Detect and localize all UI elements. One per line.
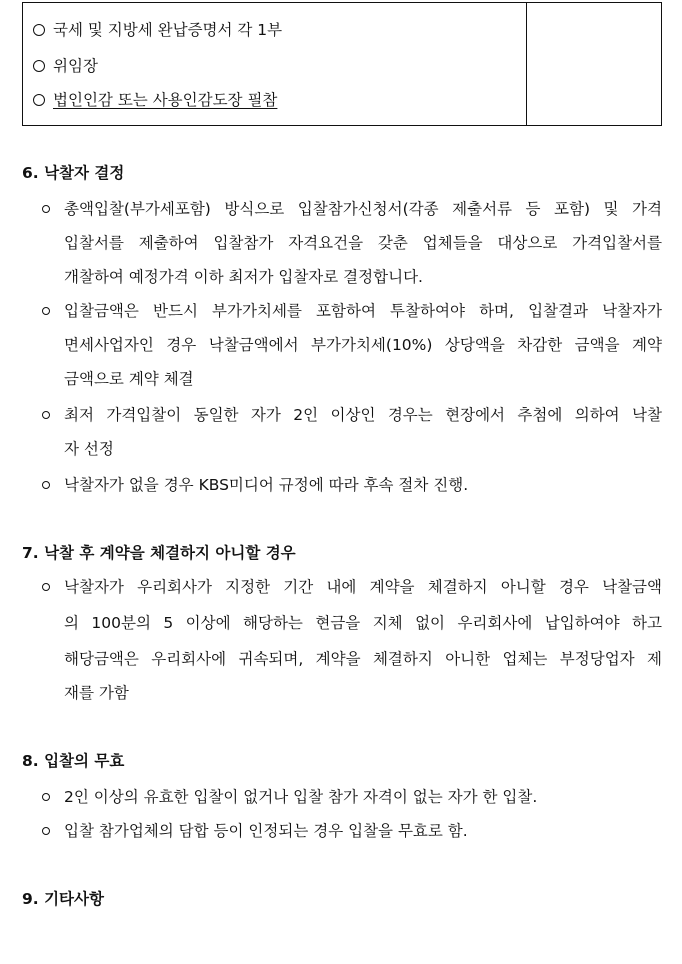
requirements-box <box>22 2 662 126</box>
requirement-item: 위임장 <box>33 55 98 77</box>
bullet-line: 의 100분의 5 이상에 해당하는 현금을 지체 없이 우리회사에 납입하여야 하고 <box>64 614 662 632</box>
bullet-dot-icon <box>42 827 50 835</box>
bullet-line: 최저 가격입찰이 동일한 자가 2인 이상인 경우는 현장에서 추첨에 의하여 낙찰 <box>64 406 662 424</box>
bullet-line: 낙찰자가 우리회사가 지정한 기간 내에 계약을 체결하지 아니할 경우 낙찰금액 <box>64 578 662 596</box>
bullet-line: 자 선정 <box>64 440 114 458</box>
bullet-line: 금액으로 계약 체결 <box>64 370 194 388</box>
bullet-line: 낙찰자가 없을 경우 KBS미디어 규정에 따라 후속 절차 진행. <box>64 476 469 494</box>
bullet-line: 입찰서를 제출하여 입찰참가 자격요건을 갖춘 업체들을 대상으로 가격입찰서를 <box>64 234 662 252</box>
circle-icon <box>33 60 45 72</box>
bullet-line: 입찰 참가업체의 담합 등이 인정되는 경우 입찰을 무효로 함. <box>64 822 468 840</box>
bullet-dot-icon <box>42 793 50 801</box>
requirement-item: 법인인감 또는 사용인감도장 필참 <box>33 89 277 111</box>
bullet-dot-icon <box>42 481 50 489</box>
circle-icon <box>33 94 45 106</box>
box-divider <box>526 3 527 125</box>
circle-icon <box>33 24 45 36</box>
section-heading-9: 9. 기타사항 <box>22 890 104 908</box>
section-heading-7: 7. 낙찰 후 계약을 체결하지 아니할 경우 <box>22 544 296 562</box>
section-heading-6: 6. 낙찰자 결정 <box>22 164 125 182</box>
bullet-dot-icon <box>42 583 50 591</box>
requirement-item: 국세 및 지방세 완납증명서 각 1부 <box>33 19 282 41</box>
bullet-line: 입찰금액은 반드시 부가가치세를 포함하여 투찰하여야 하며, 입찰결과 낙찰자가 <box>64 302 662 320</box>
bullet-line: 개찰하여 예정가격 이하 최저가 입찰자로 결정합니다. <box>64 268 423 286</box>
bullet-dot-icon <box>42 205 50 213</box>
bullet-line: 총액입찰(부가세포함) 방식으로 입찰참가신청서(각종 제출서류 등 포함) 및 가격 <box>64 200 662 218</box>
bullet-line: 면세사업자인 경우 낙찰금액에서 부가가치세(10%) 상당액을 차감한 금액을 계약 <box>64 336 662 354</box>
bullet-line: 2인 이상의 유효한 입찰이 없거나 입찰 참가 자격이 없는 자가 한 입찰. <box>64 788 538 806</box>
bullet-line: 해당금액은 우리회사에 귀속되며, 계약을 체결하지 아니한 업체는 부정당업자 제 <box>64 650 662 668</box>
bullet-dot-icon <box>42 411 50 419</box>
bullet-dot-icon <box>42 307 50 315</box>
bullet-line: 재를 가함 <box>64 684 129 702</box>
section-heading-8: 8. 입찰의 무효 <box>22 752 125 770</box>
